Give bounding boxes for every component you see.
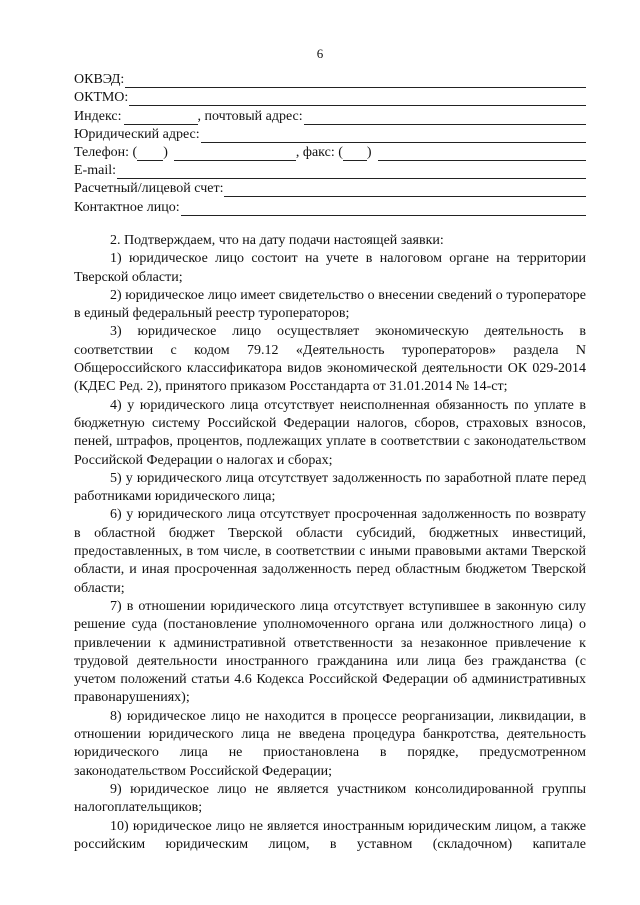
legal-address-label: Юридический адрес: — [74, 126, 200, 142]
phone-number-field[interactable] — [174, 147, 296, 161]
legal-address-field[interactable] — [201, 129, 586, 143]
clause-9: 9) юридическое лицо не является участником консолидированной группы налогоплательщиков; — [74, 781, 586, 816]
legal-address-row — [74, 125, 586, 143]
postal-label: , почтовый адрес: — [197, 108, 303, 124]
requisites-form — [74, 70, 586, 216]
index-label: Индекс: — [74, 108, 122, 124]
okved-field[interactable] — [125, 74, 586, 88]
clause-5: 5) у юридического лица отсутствует задолженность по заработной плате перед работниками юридического лица; — [74, 470, 586, 505]
postal-field[interactable] — [304, 111, 586, 125]
clause-3: 3) юридическое лицо осуществляет экономическую деятельность в соответствии с кодом 79.12 «Деятельность туроператоров» раздела N Общероссийского классификатора видов экономической деятельности ОК 029-2014 (КДЕС Ред. 2), принятого приказом Росстандарта от 31.01.2014 № 14-ст; — [74, 324, 586, 395]
oktmo-row — [74, 88, 586, 106]
fax-number-field[interactable] — [378, 147, 586, 161]
email-field[interactable] — [117, 165, 586, 179]
oktmo-field[interactable] — [129, 92, 586, 106]
clause-4: 4) у юридического лица отсутствует неисполненная обязанность по уплате в бюджетную систему Российской Федерации налогов, сборов, страховых взносов, пеней, штрафов, процентов, подлежащих уплате в соответствии с законодательством Российской Федерации о налогах и сборах; — [74, 397, 586, 468]
fax-code-field[interactable] — [343, 147, 367, 161]
account-field[interactable] — [224, 183, 586, 197]
clause-10: 10) юридическое лицо не является иностранным юридическим лицом, а также российским юридическим лицом, в уставном (складочном) капитале — [74, 818, 586, 852]
email-row — [74, 161, 586, 179]
okved-row — [74, 70, 586, 88]
phone-close: ) — [163, 144, 168, 160]
contact-row — [74, 197, 586, 215]
fax-close: ) — [366, 144, 372, 160]
fax-label: , факс: ( — [295, 144, 343, 160]
oktmo-label: ОКТМО: — [74, 90, 129, 106]
account-row — [74, 179, 586, 197]
account-label: Расчетный/лицевой счет: — [74, 181, 224, 197]
page-number: 6 — [316, 46, 324, 61]
phone-code-field[interactable] — [137, 147, 163, 161]
email-label: E-mail: — [74, 163, 116, 179]
contact-label: Контактное лицо: — [74, 199, 180, 215]
phone-row — [74, 143, 586, 161]
clause-2: 2) юридическое лицо имеет свидетельство о внесении сведений о туроператоре в единый федеральный реестр туроператоров; — [74, 287, 586, 322]
clause-1: 1) юридическое лицо состоит на учете в налоговом органе на территории Тверской области; — [74, 251, 586, 285]
contact-field[interactable] — [181, 202, 586, 216]
index-row — [74, 106, 586, 124]
confirmation-section — [74, 232, 586, 854]
clause-7: 7) в отношении юридического лица отсутствует вступившее в законную силу решение суда (постановление уполномоченного органа или должностного лица) о привлечении к административной ответственности за незаконное привлечение к трудовой деятельности иностранного гражданина или лица без гражданства (с учетом положений статьи 4.6 Кодекса Российской Федерации об административных правонарушениях); — [74, 598, 586, 706]
okved-label: ОКВЭД: — [74, 72, 125, 88]
index-field[interactable] — [124, 111, 198, 125]
phone-label: Телефон: ( — [74, 144, 138, 160]
confirmation-intro: 2. Подтверждаем, что на дату подачи настоящей заявки: — [110, 233, 444, 248]
clause-8: 8) юридическое лицо не находится в процессе реорганизации, ликвидации, в отношении юридического лица не введена процедура банкротства, деятельность юридического лица не приостановлена в порядке, предусмотренном законодательством Российской Федерации; — [74, 708, 586, 779]
clause-6: 6) у юридического лица отсутствует просроченная задолженность по возврату в областной бюджет Тверской области субсидий, бюджетных инвестиций, предоставленных, в том числе, в соответствии с иными правовыми актами Тверской области, и иная просроченная задолженность перед областным бюджетом Тверской области; — [74, 507, 586, 596]
